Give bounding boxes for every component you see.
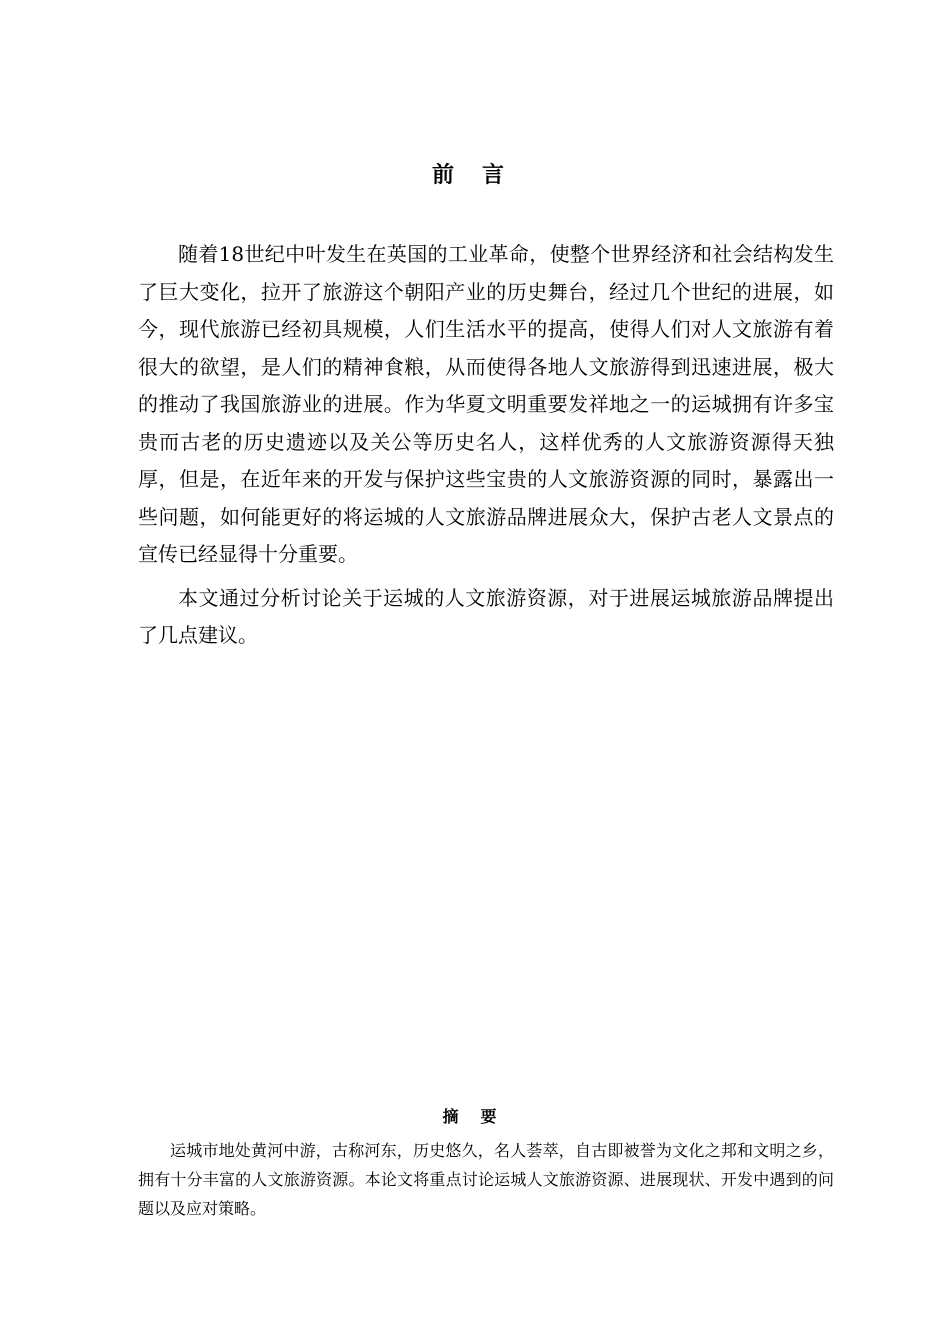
- preface-paragraph-2: 本文通过分析讨论关于运城的人文旅游资源，对于进展运城旅游品牌提出了几点建议。: [138, 585, 834, 647]
- preface-paragraph-1: 随着18世纪中叶发生在英国的工业革命，使整个世界经济和社会结构发生了巨大变化，拉开了旅游这个朝阳产业的历史舞台，经过几个世纪的进展，如今，现代旅游已经初具规模，人们生活水平的提高，使得人们对人文旅游有着很大的欲望，是人们的精神食粮，从而使得各地人文旅游得到迅速进展，极大的推动了我国旅游业的进展。作为华夏文明重要发祥地之一的运城拥有许多宝贵而古老的历史遗迹以及关公等历史名人，这样优秀的人文旅游资源得天独厚，但是，在近年来的开发与保护这些宝贵的人文旅游资源的同时，暴露出一些问题，如何能更好的将运城的人文旅游品牌进展众大，保护古老人文景点的宣传已经显得十分重要。: [138, 242, 834, 566]
- abstract-title: 摘要: [442, 1107, 519, 1126]
- preface-body: [138, 236, 834, 655]
- abstract-paragraph: 运城市地处黄河中游，古称河东，历史悠久，名人荟萃，自古即被誉为文化之邦和文明之乡，拥有十分丰富的人文旅游资源。本论文将重点讨论运城人文旅游资源、进展现状、开发中遇到的问题以及应对策略。: [138, 1141, 834, 1218]
- abstract-body: [138, 1136, 834, 1223]
- preface-title: 前言: [431, 162, 532, 188]
